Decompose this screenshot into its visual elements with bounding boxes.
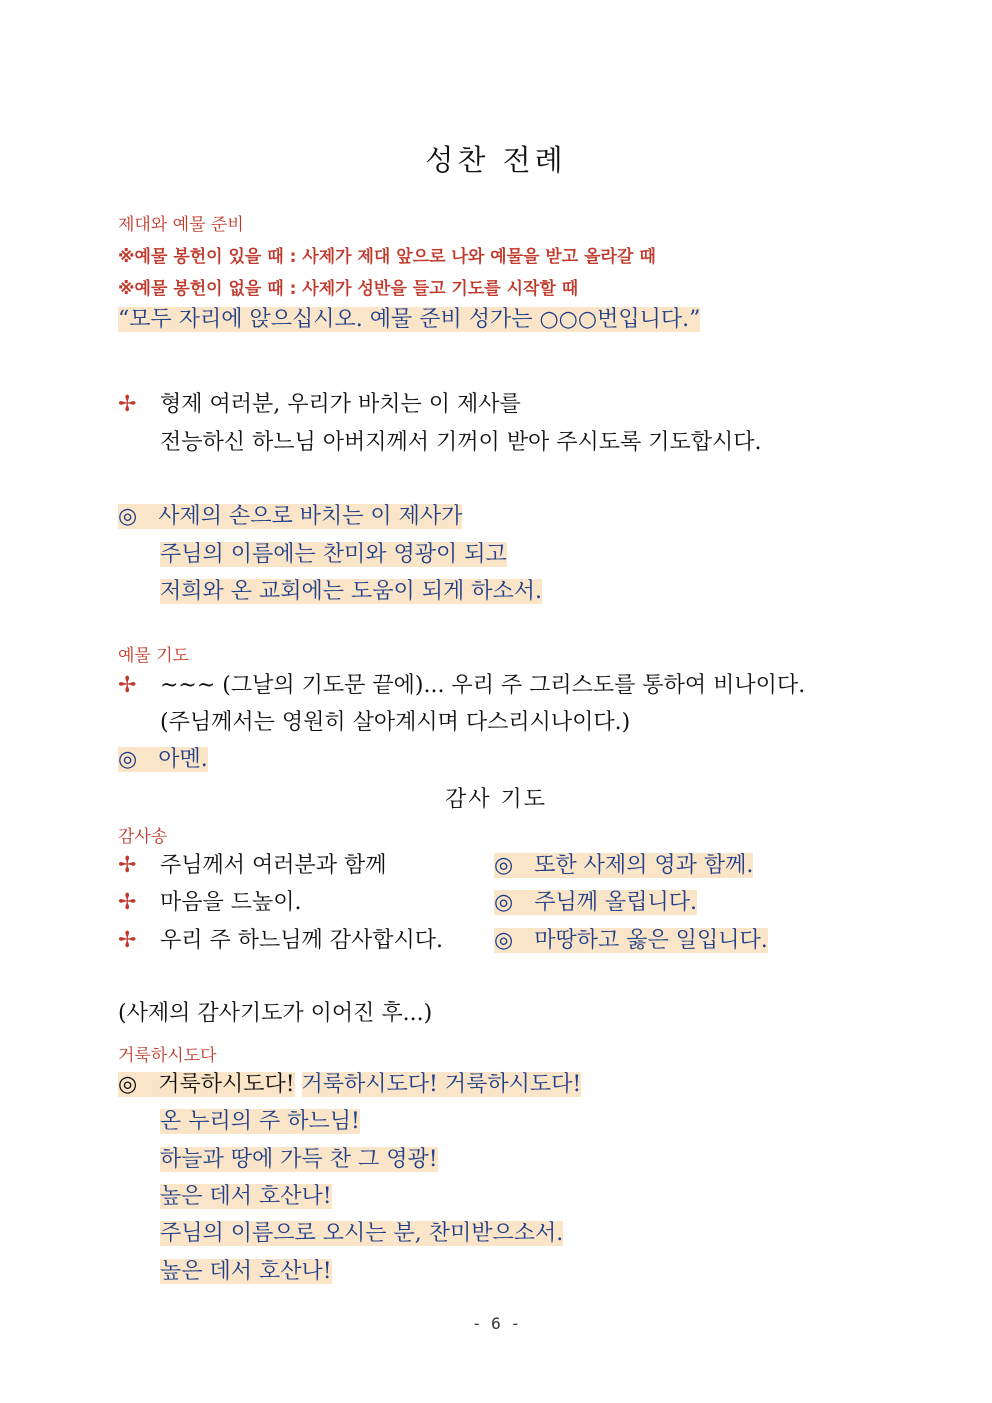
people-response-line1: ◎ 사제의 손으로 바치는 이 제사가 <box>118 504 463 529</box>
cross-icon: ✢ <box>118 890 137 915</box>
rubric-offering-prayer: 예물 기도 <box>118 646 190 666</box>
rubric-offering-absent: ※예물 봉헌이 없을 때 : 사제가 성반을 들고 기도를 시작할 때 <box>118 279 579 299</box>
page-title: 성찬 전례 <box>425 143 567 177</box>
cross-icon: ✢ <box>118 673 137 698</box>
amen-response: ◎ 아멘. <box>118 747 208 772</box>
sanctus-line1: ◎ 거룩하시도다! 거룩하시도다! 거룩하시도다! <box>118 1072 582 1097</box>
rubric-offering-present: ※예물 봉헌이 있을 때 : 사제가 제대 앞으로 나와 예물을 받고 올라갈 때 <box>118 247 656 267</box>
dialogue-priest-3: 우리 주 하느님께 감사합시다. <box>160 928 443 953</box>
offering-prayer-line2: (주님께서는 영원히 살아계시며 다스리시나이다.) <box>160 710 631 735</box>
announcement <box>118 305 700 335</box>
dialogue-people-2: ◎ 주님께 올립니다. <box>494 890 697 915</box>
offering-prayer-line1: ~~~ (그날의 기도문 끝에)... 우리 주 그리스도를 통하여 비나이다. <box>160 673 806 698</box>
page-number: - 6 - <box>471 1314 521 1333</box>
sanctus-line5: 주님의 이름으로 오시는 분, 찬미받으소서. <box>160 1221 564 1246</box>
rubric-sanctus: 거룩하시도다 <box>118 1046 217 1066</box>
cross-icon: ✢ <box>118 853 137 878</box>
response-icon: ◎ <box>118 747 138 772</box>
cross-icon: ✢ <box>118 928 137 953</box>
response-icon: ◎ <box>494 853 514 878</box>
sanctus-line6: 높은 데서 호산나! <box>160 1259 332 1284</box>
sanctus-line3: 하늘과 땅에 가득 찬 그 영광! <box>160 1147 438 1172</box>
section-heading-eucharistic-prayer: 감사 기도 <box>444 787 547 812</box>
people-response-line3: 저희와 온 교회에는 도움이 되게 하소서. <box>160 579 542 604</box>
priest-invitation-line2: 전능하신 하느님 아버지께서 기꺼이 받아 주시도록 기도합시다. <box>160 430 762 455</box>
dialogue-priest-2: 마음을 드높이. <box>160 890 302 915</box>
sanctus-line2: 온 누리의 주 하느님! <box>160 1109 360 1134</box>
dialogue-people-3: ◎ 마땅하고 옳은 일입니다. <box>494 928 768 953</box>
priest-invitation-line1: 형제 여러분, 우리가 바치는 이 제사를 <box>160 392 521 417</box>
response-icon: ◎ <box>118 504 138 529</box>
response-icon: ◎ <box>118 1072 138 1097</box>
sanctus-line1-part2: 거룩하시도다! 거룩하시도다! <box>301 1072 582 1097</box>
cross-icon: ✢ <box>118 392 137 417</box>
announcement-text: “모두 자리에 앉으십시오. 예물 준비 성가는 ○○○번입니다.” <box>118 307 701 332</box>
dialogue-people-1: ◎ 또한 사제의 영과 함께. <box>494 853 754 878</box>
sanctus-line4: 높은 데서 호산나! <box>160 1184 332 1209</box>
rubric-preface: 감사송 <box>118 827 168 847</box>
response-icon: ◎ <box>494 890 514 915</box>
after-prayer-note: (사제의 감사기도가 이어진 후...) <box>118 1001 433 1026</box>
rubric-altar-prep: 제대와 예물 준비 <box>118 215 244 235</box>
response-icon: ◎ <box>494 928 514 953</box>
people-response-line2: 주님의 이름에는 찬미와 영광이 되고 <box>160 542 507 567</box>
dialogue-priest-1: 주님께서 여러분과 함께 <box>160 853 387 878</box>
